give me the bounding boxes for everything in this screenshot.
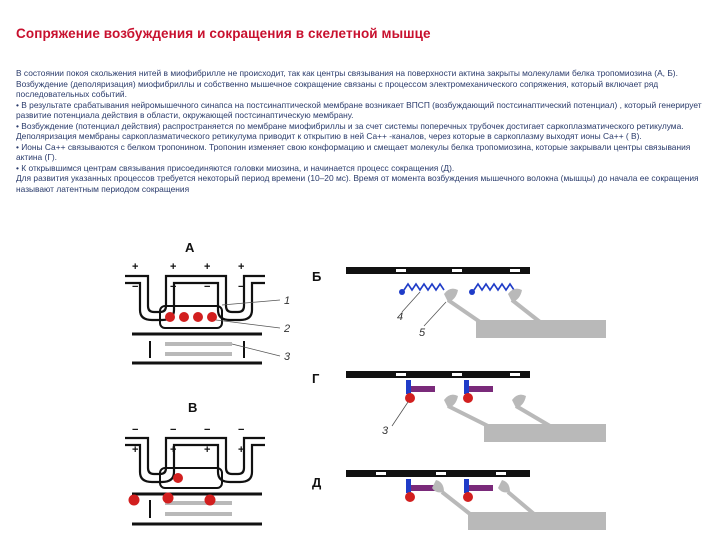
membrane-sign: − [204,281,211,293]
myosin-filament [468,512,606,530]
myosin-neck [448,406,488,426]
page-title: Сопряжение возбуждения и сокращения в скелетной мышце [16,26,431,41]
membrane-sign: − [238,281,245,293]
panel-label-g: Г [312,371,320,386]
troponin [406,380,411,394]
membrane-sign: + [204,261,211,273]
body-text [16,68,706,195]
binding-site [510,373,520,376]
calcium-ion [165,312,175,322]
membrane-sign: − [132,424,139,436]
binding-site [396,373,406,376]
calcium-ion [405,393,415,403]
calcium-ion [207,312,217,322]
troponin [464,479,469,493]
panel-label-d: Д [312,475,322,490]
actin-filament [346,371,530,378]
troponin [406,479,411,493]
callout-line [402,292,420,312]
tropomyosin [469,386,493,392]
paragraph: Для развития указанных процессов требуется некоторый период времени (10–20 мс). Время от момента возбуждения мышечного волокна (мышцы) до начала ее сокращения называют латентным периодом сокращения [16,173,699,195]
membrane-sign: + [132,261,139,273]
paragraph: • В результате срабатывания нейромышечного синапса на постсинаптической мембране возникает ВПСП (возбуждающий постсинаптический потенциал) , который генерирует развитие потенциала действия в области, окружающей постсинаптическую мембрану. [16,99,702,121]
callout-number: 5 [419,327,426,339]
panel-g [312,371,606,442]
membrane-sign: + [170,261,177,273]
callout-line [216,320,280,328]
calcium-ion [463,492,473,502]
tropomyosin [411,386,435,392]
membrane-sign: + [238,261,245,273]
panel-d [312,470,606,530]
paragraph: • К открывшимся центрам связывания присоединяются головки миозина, и начинается процесс сокращения (Д). [16,162,455,173]
binding-site [496,472,506,475]
membrane-sign: + [238,444,245,456]
actin-filament [346,267,530,274]
callout-number: 1 [284,295,291,307]
troponin [469,289,475,295]
calcium-ion [163,493,174,504]
tropomyosin [469,485,493,491]
myosin-neck [508,492,534,514]
callout-line [424,302,446,326]
calcium-ion [173,473,183,483]
callout-line [232,344,280,356]
binding-site [376,472,386,475]
panel-label-a: А [185,240,195,255]
panel-label-v: В [188,400,198,415]
panel-v [125,400,265,524]
binding-site [452,269,462,272]
membrane-sign: − [132,281,139,293]
panel-label-b: Б [312,269,322,284]
myosin-neck [448,300,480,322]
panel-a [125,240,291,363]
myosin-head [498,480,510,493]
binding-site [396,269,406,272]
membrane-sign: − [170,424,177,436]
excitation-contraction-figure [0,230,720,540]
binding-site [452,373,462,376]
tropomyosin [411,485,435,491]
calcium-ion [129,495,140,506]
calcium-ion [193,312,203,322]
binding-site [436,472,446,475]
myosin-filament [476,320,606,338]
calcium-ion [179,312,189,322]
callout-number: 3 [284,351,291,363]
membrane-sign: − [170,281,177,293]
membrane-sign: − [204,424,211,436]
binding-site [510,269,520,272]
sarcoplasmic-reticulum [160,468,222,488]
membrane-sign: + [132,444,139,456]
paragraph: В состоянии покоя скольжения нитей в миофибрилле не происходит, так как центры связывания на поверхности актина закрыты молекулами белка тропомиозина (А, Б). Возбуждение (деполяризация) миофибриллы и собственно мышечное сокращение связаны с процессом электромеханического сопряжения, который включает ряд последовательных событий. [16,68,678,100]
myosin-neck [512,300,540,322]
callout-number: 4 [397,311,404,323]
membrane-sign: + [170,444,177,456]
tropomyosin [474,284,514,290]
troponin [464,380,469,394]
callout-number: 3 [382,425,389,437]
myosin-neck [516,406,550,426]
tropomyosin [404,284,444,290]
paragraph: • Возбуждение (потенциал действия) распространяется по мембране миофибриллы и за счет системы поперечных трубочек достигает саркоплазматического ретикулума. Деполяризация мембраны саркоплазматического ретикулума приводит к открытию в ней Са++ -каналов, через которые в саркоплазму выходят ионы Са++ ( В). [16,120,684,142]
calcium-ion [405,492,415,502]
callout-number: 2 [284,323,291,335]
calcium-ion [205,495,216,506]
troponin [399,289,405,295]
myosin-filament [484,424,606,442]
membrane-sign: + [204,444,211,456]
membrane-sign: − [238,424,245,436]
callout-line [392,402,408,426]
calcium-ion [463,393,473,403]
paragraph: • Ионы Са++ связываются с белком тропонином. Тропонин изменяет свою конформацию и смещает молекулы белка тропомиозина, которые закрывали центры связывания актина (Г). [16,141,691,163]
panel-b [312,267,606,339]
